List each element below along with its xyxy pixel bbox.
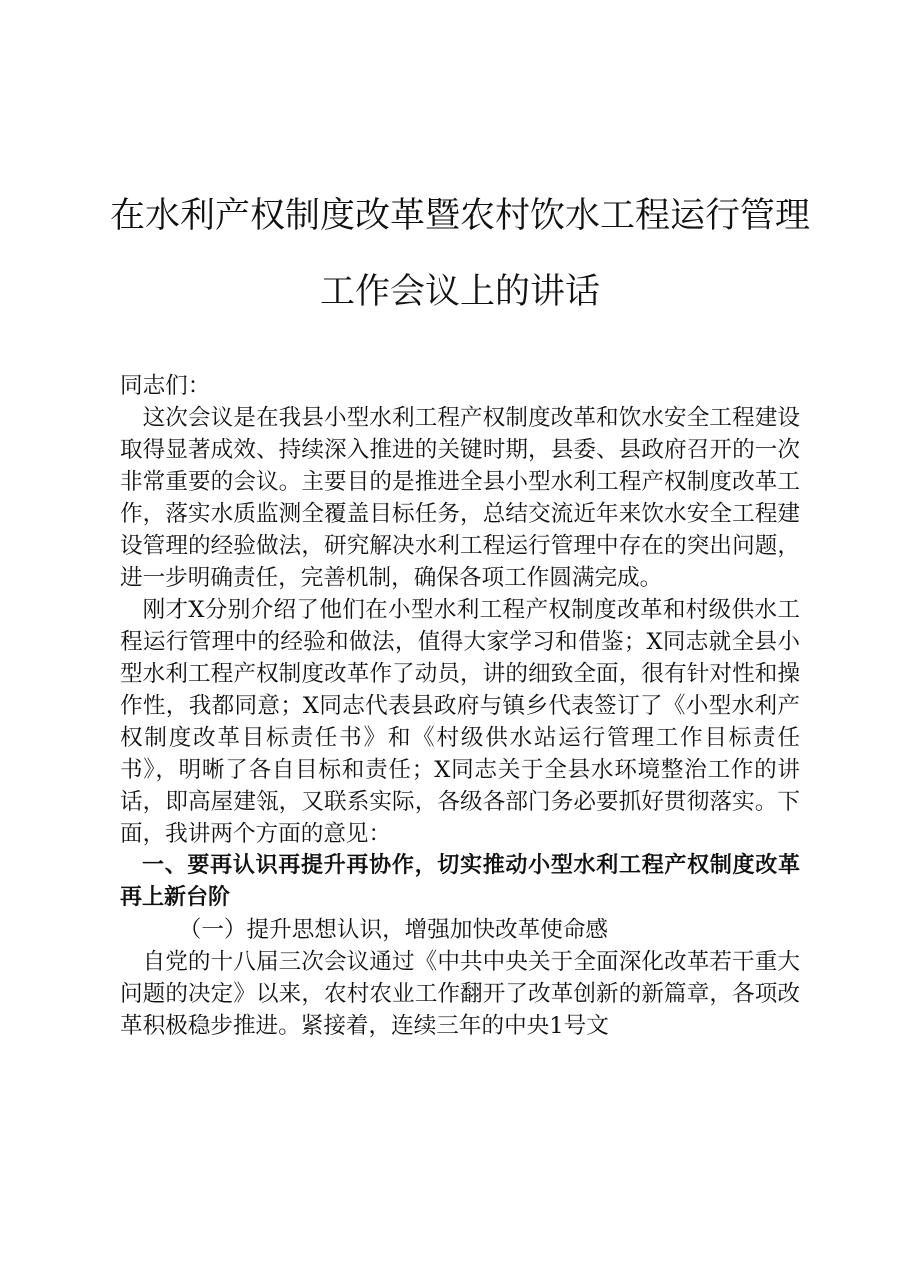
document-title-line-1: 在水利产权制度改革暨农村饮水工程运行管理 [110, 196, 811, 236]
paragraph-3: 自党的十八届三次会议通过《中共中央关于全面深化改革若干重大问题的决定》以来，农村农业工作翻开了改革创新的新篇章，各项改革积极稳步推进。紧接着，连续三年的中央1号文 [120, 949, 800, 1039]
document-body [120, 370, 800, 1042]
greeting: 同志们： [120, 373, 211, 399]
document-title [110, 178, 810, 330]
subsection-heading-1: （一）提升思想认识，增强加快改革使命感 [178, 917, 609, 943]
paragraph-2: 刚才X分别介绍了他们在小型水利工程产权制度改革和村级供水工程运行管理中的经验和做法，值得大家学习和借鉴；X同志就全县小型水利工程产权制度改革作了动员，讲的细致全面，很有针对性和操作性，我都同意；X同志代表县政府与镇乡代表签订了《小型水利产权制度改革目标责任书》和《村级供水站运行管理工作目标责任书》，明晰了各自目标和责任；X同志关于全县水环境整治工作的讲话，即高屋建瓴，又联系实际，各级各部门务必要抓好贯彻落实。下面，我讲两个方面的意见： [120, 597, 800, 847]
paragraph-1: 这次会议是在我县小型水利工程产权制度改革和饮水安全工程建设取得显著成效、持续深入推进的关键时期，县委、县政府召开的一次非常重要的会议。主要目的是推进全县小型水利工程产权制度改革工作，落实水质监测全覆盖目标任务，总结交流近年来饮水安全工程建设管理的经验做法，研究解决水利工程运行管理中存在的突出问题，进一步明确责任，完善机制，确保各项工作圆满完成。 [120, 405, 800, 591]
section-heading-1: 一、要再认识再提升再协作，切实推动小型水利工程产权制度改革再上新台阶 [120, 853, 800, 910]
document-title-line-2: 工作会议上的讲话 [319, 272, 600, 312]
